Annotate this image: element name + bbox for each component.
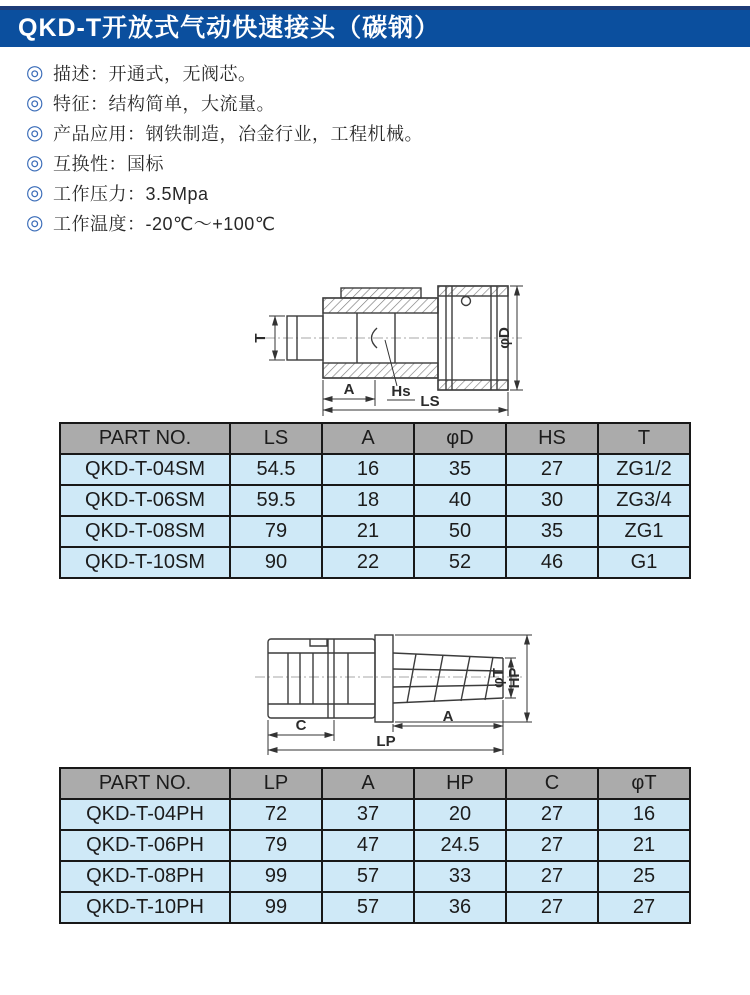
dim-label-a: A bbox=[343, 381, 355, 398]
cell-t: ZG1/2 bbox=[598, 454, 690, 485]
dim-label-t: φT bbox=[490, 668, 507, 688]
cell-t: 16 bbox=[598, 799, 690, 830]
cell-hs: 30 bbox=[506, 485, 598, 516]
column-header: φD bbox=[414, 423, 506, 454]
dim-label-a: A bbox=[442, 708, 454, 725]
cell-t: G1 bbox=[598, 547, 690, 578]
cell-part-no: QKD-T-10SM bbox=[60, 547, 230, 578]
cell-t: 21 bbox=[598, 830, 690, 861]
cell-part-no: QKD-T-06PH bbox=[60, 830, 230, 861]
cell-ls: 90 bbox=[230, 547, 322, 578]
cell-c: 27 bbox=[506, 892, 598, 923]
spec-item bbox=[26, 208, 750, 238]
spec-text: 工作温度：-20℃～+100℃ bbox=[53, 214, 276, 234]
socket-drawing-svg bbox=[225, 238, 525, 418]
spec-item bbox=[26, 178, 750, 208]
dim-label-hs: Hs bbox=[391, 383, 411, 400]
column-header: φT bbox=[598, 768, 690, 799]
spec-item bbox=[26, 58, 750, 88]
column-header: HS bbox=[506, 423, 598, 454]
spec-list bbox=[26, 58, 750, 238]
table-row bbox=[60, 892, 690, 923]
cell-lp: 99 bbox=[230, 892, 322, 923]
barb-serration bbox=[461, 656, 470, 701]
spec-item bbox=[26, 118, 750, 148]
socket-diagram bbox=[0, 238, 750, 418]
cell-t: ZG3/4 bbox=[598, 485, 690, 516]
bullseye-bullet-icon: ◎ bbox=[26, 212, 44, 234]
spec-text: 产品应用：钢铁制造，冶金行业，工程机械。 bbox=[53, 124, 423, 144]
cell-a: 22 bbox=[322, 547, 414, 578]
column-header: LS bbox=[230, 423, 322, 454]
cell-hp: 20 bbox=[414, 799, 506, 830]
table-row bbox=[60, 799, 690, 830]
table-row bbox=[60, 454, 690, 485]
page-title: QKD-T开放式气动快速接头（碳钢） bbox=[18, 14, 441, 42]
cell-part-no: QKD-T-08SM bbox=[60, 516, 230, 547]
cell-c: 27 bbox=[506, 830, 598, 861]
cell-a: 57 bbox=[322, 861, 414, 892]
cell-a: 18 bbox=[322, 485, 414, 516]
cell-a: 47 bbox=[322, 830, 414, 861]
cell-hp: 36 bbox=[414, 892, 506, 923]
table-row bbox=[60, 547, 690, 578]
column-header: A bbox=[322, 423, 414, 454]
cell-t: 25 bbox=[598, 861, 690, 892]
cell-part-no: QKD-T-10PH bbox=[60, 892, 230, 923]
cell-d: 52 bbox=[414, 547, 506, 578]
barb-serration bbox=[434, 655, 443, 702]
cell-ls: 59.5 bbox=[230, 485, 322, 516]
plug-diagram bbox=[0, 591, 750, 759]
plug-spec-table bbox=[59, 767, 691, 924]
cell-t: ZG1 bbox=[598, 516, 690, 547]
dim-label-c: C bbox=[295, 717, 307, 734]
table-row bbox=[60, 485, 690, 516]
cell-c: 27 bbox=[506, 799, 598, 830]
table-row bbox=[60, 830, 690, 861]
table-header-row bbox=[60, 423, 690, 454]
cell-a: 16 bbox=[322, 454, 414, 485]
cell-d: 35 bbox=[414, 454, 506, 485]
cell-ls: 79 bbox=[230, 516, 322, 547]
column-header: A bbox=[322, 768, 414, 799]
spec-text: 互换性：国标 bbox=[53, 154, 164, 174]
column-header: PART NO. bbox=[60, 768, 230, 799]
table-head bbox=[60, 768, 690, 799]
cell-d: 50 bbox=[414, 516, 506, 547]
spec-text: 描述：开通式，无阀芯。 bbox=[53, 64, 257, 84]
plug-body-outline bbox=[255, 635, 524, 722]
bullseye-bullet-icon: ◎ bbox=[26, 182, 44, 204]
cell-c: 27 bbox=[506, 861, 598, 892]
table-row bbox=[60, 861, 690, 892]
bullseye-bullet-icon: ◎ bbox=[26, 92, 44, 114]
bullseye-bullet-icon: ◎ bbox=[26, 152, 44, 174]
dim-label-ls: LS bbox=[420, 393, 440, 410]
dim-label-t: T bbox=[252, 333, 269, 343]
cell-part-no: QKD-T-04PH bbox=[60, 799, 230, 830]
table-head bbox=[60, 423, 690, 454]
cell-hp: 33 bbox=[414, 861, 506, 892]
cell-lp: 99 bbox=[230, 861, 322, 892]
cell-a: 57 bbox=[322, 892, 414, 923]
barb-serration bbox=[407, 654, 416, 703]
cell-part-no: QKD-T-06SM bbox=[60, 485, 230, 516]
spec-text: 工作压力：3.5Mpa bbox=[53, 184, 209, 204]
table-header-row bbox=[60, 768, 690, 799]
cell-t: 27 bbox=[598, 892, 690, 923]
table-body bbox=[60, 454, 690, 578]
cell-hp: 24.5 bbox=[414, 830, 506, 861]
column-header: C bbox=[506, 768, 598, 799]
cell-hs: 46 bbox=[506, 547, 598, 578]
table-body bbox=[60, 799, 690, 923]
cell-part-no: QKD-T-04SM bbox=[60, 454, 230, 485]
table-row bbox=[60, 516, 690, 547]
cell-a: 21 bbox=[322, 516, 414, 547]
cell-a: 37 bbox=[322, 799, 414, 830]
bullseye-bullet-icon: ◎ bbox=[26, 122, 44, 144]
locking-ball bbox=[462, 297, 471, 306]
dim-label-d: φD bbox=[496, 327, 513, 349]
cell-part-no: QKD-T-08PH bbox=[60, 861, 230, 892]
bullseye-bullet-icon: ◎ bbox=[26, 62, 44, 84]
dim-label-lp: LP bbox=[376, 733, 396, 750]
column-header: HP bbox=[414, 768, 506, 799]
cell-d: 40 bbox=[414, 485, 506, 516]
column-header: LP bbox=[230, 768, 322, 799]
cell-ls: 54.5 bbox=[230, 454, 322, 485]
column-header: T bbox=[598, 423, 690, 454]
title-bar bbox=[0, 10, 750, 47]
spec-item bbox=[26, 148, 750, 178]
cell-hs: 35 bbox=[506, 516, 598, 547]
cell-lp: 72 bbox=[230, 799, 322, 830]
column-header: PART NO. bbox=[60, 423, 230, 454]
socket-spec-table bbox=[59, 422, 691, 579]
spec-item bbox=[26, 88, 750, 118]
plug-drawing-svg bbox=[210, 591, 540, 759]
cell-hs: 27 bbox=[506, 454, 598, 485]
spec-text: 特征：结构简单，大流量。 bbox=[53, 94, 275, 114]
cell-lp: 79 bbox=[230, 830, 322, 861]
dim-label-hp: HP bbox=[506, 667, 523, 689]
